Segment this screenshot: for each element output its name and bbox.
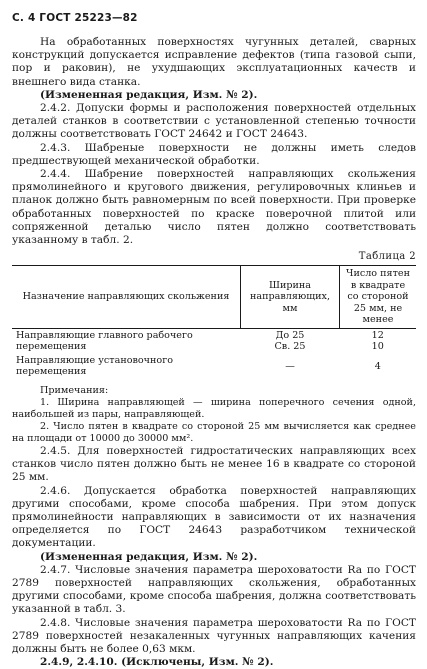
note-2: 2. Число пятен в квадрате со стороной 25 мм вычисляется как среднее на площади от 10000 до 30000 мм². [12, 420, 416, 444]
table-row [12, 328, 416, 354]
paragraph-2-4-3: 2.4.3. Шабреные поверхности не должны иметь следов предшествующей механической обработки. [12, 141, 416, 167]
paragraph-2-4-8: 2.4.8. Числовые значения параметра шероховатости Ra по ГОСТ 2789 поверхностей незакаленных чугунных направляющих качения должны быть не более 0,63 мкм. [12, 616, 416, 655]
table-cell-width: До 25 Св. 25 [274, 329, 306, 353]
table-caption: Таблица 2 [358, 251, 416, 263]
paragraph-2-4-9-2-4-10: 2.4.9, 2.4.10. (Исключены, Изм. № 2). [40, 656, 274, 669]
table-cell-purpose: Направляющие установочного перемещения [16, 354, 173, 378]
table-header-row [12, 266, 416, 329]
paragraph-2-4-2: 2.4.2. Допуски формы и расположения поверхностей отдельных деталей станков в соответствии с установленной степенью точности должны соответствовать ГОСТ 24642 и ГОСТ 24643. [12, 102, 416, 141]
table-row [12, 354, 416, 379]
amendment-note: (Измененная редакция, Изм. № 2). [40, 88, 258, 101]
table-cell-width: — [285, 360, 295, 372]
paragraph-2-4-6: 2.4.6. Допускается обработка поверхностей направляющих другими способами, кроме способа шабрения. При этом допуск прямолинейности направляющих в зависимости от их назначения определяется по ГОСТ 24643 разработчиком технической документации. [12, 484, 416, 550]
notes-title: Примечания: [40, 384, 109, 396]
paragraph-2-4-4: 2.4.4. Шабрение поверхностей направляющих скольжения прямолинейного и кругового движения, регулировочных клиньев и планок должно быть равномерным по всей поверхности. При проверке обработанных поверхностей по краске поверочной плитой или сопряженной деталью число пятен должно соответствовать указанному в табл. 2. [12, 168, 416, 247]
table-cell-spots: 12 10 [371, 329, 384, 353]
page-content [12, 36, 416, 669]
paragraph-defects: На обработанных поверхностях чугунных деталей, сварных конструкций допускается исправление дефектов (типа газовой сыпи, пор и раковин), не ухудшающих эксплуатационных качеств и внешнего вида станка. [12, 36, 416, 88]
column-header-width: Ширина направляющих, мм [241, 266, 340, 329]
paragraph-2-4-7: 2.4.7. Числовые значения параметра шероховатости Ra по ГОСТ 2789 поверхностей направляющих скольжения, обработанных другими способами, кроме способа шабрения, должна соответствовать указанной в табл. 3. [12, 563, 416, 616]
page-header: С. 4 ГОСТ 25223—82 [12, 12, 138, 24]
table-cell-purpose: Направляющие главного рабочего перемещения [16, 329, 193, 353]
table-cell-spots: 4 [374, 360, 381, 372]
column-header-purpose: Назначение направляющих скольжения [12, 266, 241, 329]
amendment-note: (Измененная редакция, Изм. № 2). [40, 550, 258, 563]
note-1: 1. Ширина направляющей — ширина поперечного сечения одной, наибольшей из пары, направляющей. [12, 396, 416, 420]
paragraph-2-4-5: 2.4.5. Для поверхностей гидростатических направляющих всех станков число пятен должно быть не менее 16 в квадрате со стороной 25 мм. [12, 444, 416, 484]
column-header-spots: Число пятен в квадрате со стороной 25 мм, не менее [340, 266, 417, 329]
table-2 [12, 265, 416, 379]
